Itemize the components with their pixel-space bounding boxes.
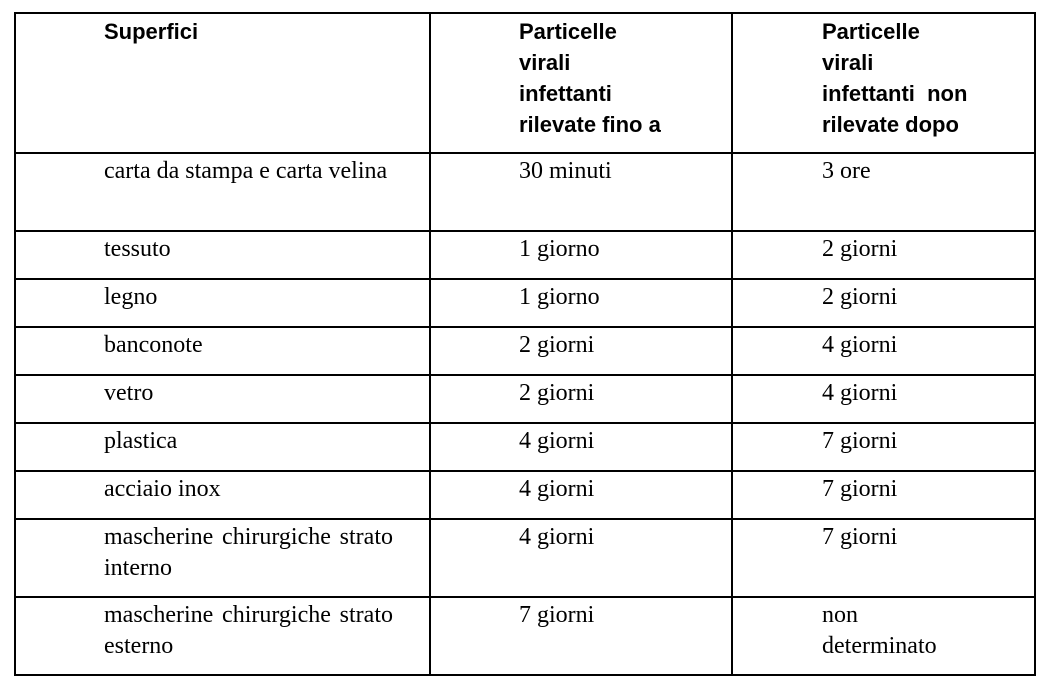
surface-cell: mascherine chirurgiche strato esterno — [15, 597, 430, 675]
not-detected-after-cell: 2 giorni — [732, 231, 1035, 279]
header-line: Particelle — [822, 19, 920, 44]
header-line: rilevate dopo — [822, 112, 959, 137]
header-line: infettanti — [519, 81, 612, 106]
detected-until-cell: 4 giorni — [430, 519, 732, 597]
surface-cell: carta da stampa e carta velina — [15, 153, 430, 231]
surface-cell: plastica — [15, 423, 430, 471]
table-row — [15, 375, 1035, 423]
detected-until-cell: 2 giorni — [430, 327, 732, 375]
table-row — [15, 471, 1035, 519]
table-row — [15, 153, 1035, 231]
detected-until-cell: 4 giorni — [430, 423, 732, 471]
surface-cell: legno — [15, 279, 430, 327]
header-line: rilevate fino a — [519, 112, 661, 137]
table-row — [15, 231, 1035, 279]
header-line: virali — [822, 50, 874, 75]
not-detected-after-cell: 3 ore — [732, 153, 1035, 231]
not-detected-after-cell: non determinato — [732, 597, 1035, 675]
table-row — [15, 279, 1035, 327]
table-row — [15, 519, 1035, 597]
detected-until-cell: 1 giorno — [430, 279, 732, 327]
surface-cell: vetro — [15, 375, 430, 423]
not-detected-after-cell: 7 giorni — [732, 423, 1035, 471]
table-row — [15, 327, 1035, 375]
table-row — [15, 597, 1035, 675]
header-line: infettanti non — [822, 81, 968, 106]
not-detected-after-cell: 4 giorni — [732, 327, 1035, 375]
header-line: virali — [519, 50, 571, 75]
not-detected-after-cell: 2 giorni — [732, 279, 1035, 327]
header-superfici: Superfici — [15, 13, 430, 153]
not-detected-after-cell: 7 giorni — [732, 471, 1035, 519]
header-detected-until — [430, 13, 732, 153]
table-row — [15, 423, 1035, 471]
header-not-detected-after — [732, 13, 1035, 153]
detected-until-cell: 7 giorni — [430, 597, 732, 675]
detected-until-cell: 1 giorno — [430, 231, 732, 279]
header-line: Particelle — [519, 19, 617, 44]
surface-cell: tessuto — [15, 231, 430, 279]
surface-cell: banconote — [15, 327, 430, 375]
surface-cell: acciaio inox — [15, 471, 430, 519]
not-detected-after-cell: 7 giorni — [732, 519, 1035, 597]
detected-until-cell: 4 giorni — [430, 471, 732, 519]
surface-cell: mascherine chirurgiche strato interno — [15, 519, 430, 597]
detected-until-cell: 30 minuti — [430, 153, 732, 231]
detected-until-cell: 2 giorni — [430, 375, 732, 423]
persistence-table — [14, 12, 1036, 676]
table-header-row — [15, 13, 1035, 153]
not-detected-after-cell: 4 giorni — [732, 375, 1035, 423]
